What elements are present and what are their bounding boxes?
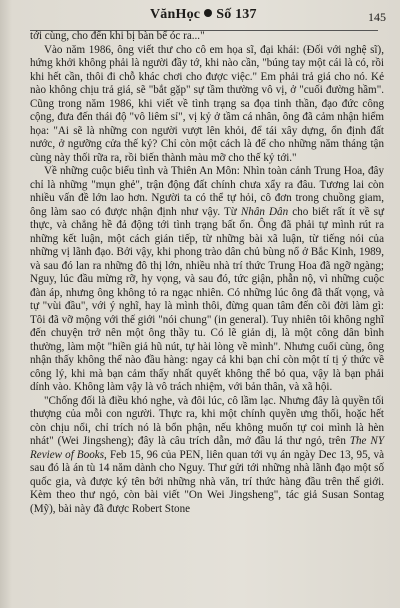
paragraph-3 [30,165,384,395]
nhan-dan-title: Nhân Dân [240,205,289,218]
paragraph-4 [30,395,384,517]
bullet-icon [204,9,212,17]
running-header [0,6,400,28]
paragraph-1: tới cùng, cho đến khi bị bàn bể óc ra..." [30,30,205,42]
paragraph-2: Vào năm 1986, ông viết thư cho cô em họa sĩ, đại khái: (Đối với nghệ sĩ), hứng khởi không phải là người đầy tớ, khi nào cần, "búng tay một cái là có, rồi khi hết cần, thôi đi chỗ khác chơi cho được việc." Em phải trả giá cho nó. Kẻ nào không chịu trả giá, sẽ "bắt gặp" sự tầm thường vô vị, ở "cuối đường hầm". Cũng trong năm 1986, khi viết về tình trạng sa đọa tinh thần, đạo đức công cộng, đưa đến thái độ "vô liêm sỉ", vị kỷ ở tầm cá nhân, ông đã cảm nhận hiểm họa: "Ai sẽ là những con người vượt lên khỏi, để tái xây dựng, ổn định đất nước, ở ngưỡng cửa thế kỷ? Chỉ còn một cách là để cho những năm tháng tận cùng này thối rữa ra, rồi biến thành màu mỡ cho thế kỷ tới." [30,43,384,164]
paragraph-4-text: "Chống đối là điều khó nghe, và đôi lúc, cô lầm lạc. Nhưng đây là quyền tối thượng của mỗi con người. Thực ra, khi một chính quyền ưng thối, hoặc hết còn chịu nổi, chỉ trích nó là bổn phận, nếu không muốn tự coi mình là hèn nhát" (Wei Jingsheng); đây là câu trích dẫn, mở đầu lá thư ngỏ, trên [30,394,384,447]
article-body [30,30,384,516]
paragraph-4-tail: , Feb 15, 96 của PEN, liên quan tới vụ án ngày Dec 13, 95, và sau đó là án tù 14 năm dành cho Nguy. Thư gửi tới những nhà lãnh đạo một số quốc gia, và được ký tên bởi những nhà văn, trí thức hàng đầu trên thế giới. Kèm theo thư ngỏ, còn bài viết "On Wei Jingsheng", tác giả Susan Sontag (Mỹ), bài này đã được Robert Stone [30,448,384,515]
journal-masthead [150,7,257,23]
paragraph-3-text: Về những cuộc biểu tình và Thiên An Môn: Nhìn toàn cảnh Trung Hoa, đây chỉ là những "mụn ghẻ", trận động đất chính chưa xẩy ra đâu. Tương lai còn nhiều vấn đề lớn lao hơn. Người ta có thể tự hỏi, cô đơn trong chuồng giam, ông làm sao có được nhận định như vậy. Từ [30,165,384,218]
page-number: 145 [368,10,386,24]
journal-title: VănHọc [150,7,201,22]
issue-number: Số 137 [216,7,257,22]
nyrb-title: The NY Review of Books [30,435,384,461]
paragraph-3-tail: cho biết rất ít về sự thực, và chẳng hề đả động tới tình trạng bất ổn. Ông đã phải tự mình rút ra những kết luận, một cách gián tiếp, từ những bài xã luận, từ tiếng nói của những vị lãnh đạo. Bởi vậy, khi phong trào dân chủ bùng nổ ở Bắc Kinh, 1989, và sau đó lan ra những đô thị lớn, nhiều nhà trí thức Trung Hoa đã ngỡ ngàng; Nguy, lúc đầu mừng rỡ, hy vọng, và sau đó, tức giận, phẫn nộ, vì những cuộc đàn áp, nhưng ông không tỏ ra ngạc nhiên. Có những lúc ông đã thất vọng, và tự "vùi đầu", với ý nghĩ, hay là mình thôi, đừng quan tâm đến cõi đời làm gì: Tôi đã vỡ mộng với thế giới "nói chung" (in general). Tuy nhiên tôi không nghĩ đến chuyện trở nên một ông thầy tu. Có lẽ giản dị, là một công dân bình thường, làm một "hiền giả hũ nút, tự hài lòng về mình". Nhưng cuối cùng, ông nhận thấy không thể nào đầu hàng: ngay cả khi bạn chỉ còn một tí tị ý thức về công lý, khi mà bạn cảm thấy nhất quyết không thể bỏ qua, vậy là bạn phải dính vào. Không làm vậy là vô trách nhiệm, với bản thân, và xã hội. [30,205,384,393]
